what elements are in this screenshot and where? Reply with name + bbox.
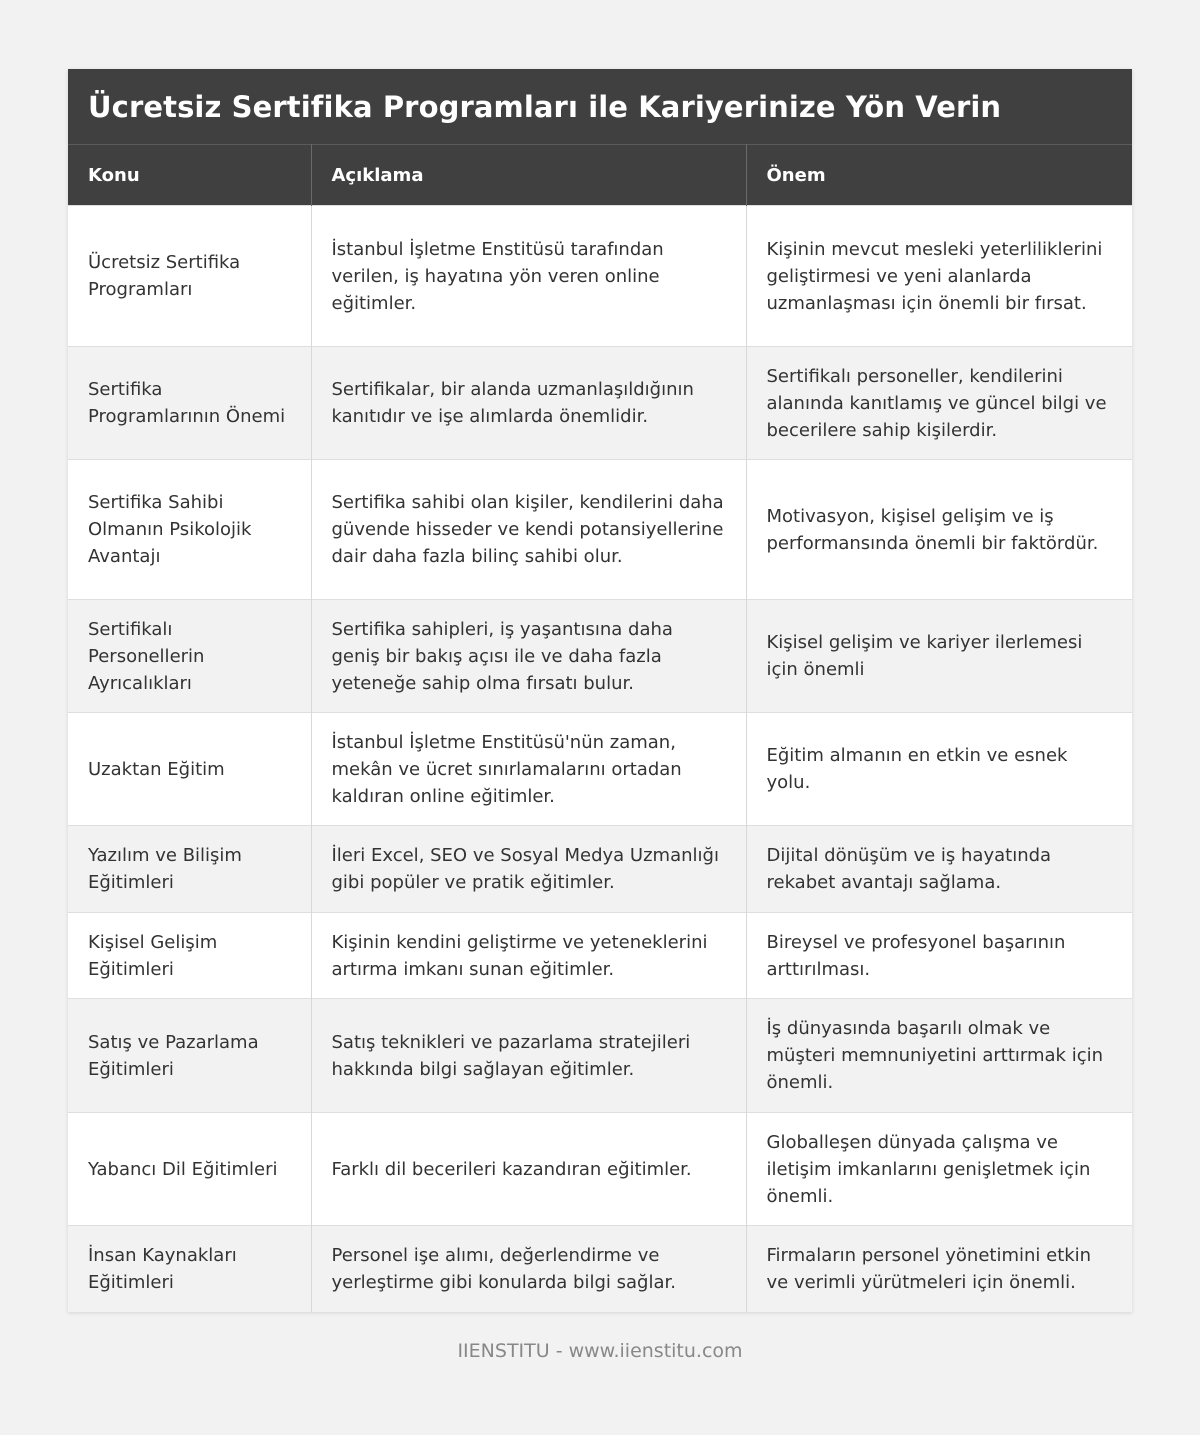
table-body: [68, 206, 1132, 1312]
cell-aciklama: İstanbul İşletme Enstitüsü tarafından verilen, iş hayatına yön veren online eğitimler.: [311, 206, 746, 347]
cell-onem: Globalleşen dünyada çalışma ve iletişim imkanlarını genişletmek için önemli.: [746, 1113, 1132, 1226]
table-row: [68, 206, 1132, 347]
cell-aciklama: Sertifika sahipleri, iş yaşantısına daha geniş bir bakış açısı ile ve daha fazla yeteneğe sahip olma fırsatı bulur.: [311, 600, 746, 713]
cell-onem: Sertifikalı personeller, kendilerini alanında kanıtlamış ve güncel bilgi ve becerilere sahip kişilerdir.: [746, 347, 1132, 460]
cell-konu: Ücretsiz Sertifika Programları: [68, 206, 311, 347]
cell-onem: Eğitim almanın en etkin ve esnek yolu.: [746, 713, 1132, 826]
cell-onem: İş dünyasında başarılı olmak ve müşteri memnuniyetini arttırmak için önemli.: [746, 999, 1132, 1113]
cell-onem: Dijital dönüşüm ve iş hayatında rekabet avantajı sağlama.: [746, 826, 1132, 913]
cell-konu: Kişisel Gelişim Eğitimleri: [68, 913, 311, 999]
cell-onem: Motivasyon, kişisel gelişim ve iş performansında önemli bir faktördür.: [746, 460, 1132, 600]
cell-aciklama: Kişinin kendini geliştirme ve yeteneklerini artırma imkanı sunan eğitimler.: [311, 913, 746, 999]
cell-aciklama: Sertifika sahibi olan kişiler, kendilerini daha güvende hisseder ve kendi potansiyellerine dair daha fazla bilinç sahibi olur.: [311, 460, 746, 600]
cell-aciklama: Satış teknikleri ve pazarlama stratejileri hakkında bilgi sağlayan eğitimler.: [311, 999, 746, 1113]
cell-aciklama: İleri Excel, SEO ve Sosyal Medya Uzmanlığı gibi popüler ve pratik eğitimler.: [311, 826, 746, 913]
table-row: [68, 347, 1132, 460]
table-row: [68, 1226, 1132, 1312]
table-header: [68, 145, 1132, 206]
table-row: [68, 826, 1132, 913]
cell-konu: Yabancı Dil Eğitimleri: [68, 1113, 311, 1226]
table-row: [68, 600, 1132, 713]
table-row: [68, 713, 1132, 826]
column-header-konu: Konu: [68, 145, 311, 206]
column-header-onem: Önem: [746, 145, 1132, 206]
cell-onem: Kişisel gelişim ve kariyer ilerlemesi için önemli: [746, 600, 1132, 713]
table-row: [68, 999, 1132, 1113]
title-bar: [68, 69, 1132, 144]
table-row: [68, 913, 1132, 999]
cell-onem: Bireysel ve profesyonel başarının arttırılması.: [746, 913, 1132, 999]
cell-konu: Sertifika Sahibi Olmanın Psikolojik Avantajı: [68, 460, 311, 600]
footer-credit: IIENSTITU - www.iienstitu.com: [457, 1340, 743, 1362]
cell-konu: İnsan Kaynakları Eğitimleri: [68, 1226, 311, 1312]
cell-konu: Yazılım ve Bilişim Eğitimleri: [68, 826, 311, 913]
page-title: Ücretsiz Sertifika Programları ile Kariyerinize Yön Verin: [88, 89, 1002, 124]
cell-onem: Firmaların personel yönetimini etkin ve verimli yürütmeleri için önemli.: [746, 1226, 1132, 1312]
cell-konu: Uzaktan Eğitim: [68, 713, 311, 826]
cell-aciklama: Farklı dil becerileri kazandıran eğitimler.: [311, 1113, 746, 1226]
table-row: [68, 1113, 1132, 1226]
cell-onem: Kişinin mevcut mesleki yeterliliklerini geliştirmesi ve yeni alanlarda uzmanlaşması için önemli bir fırsat.: [746, 206, 1132, 347]
cell-aciklama: Personel işe alımı, değerlendirme ve yerleştirme gibi konularda bilgi sağlar.: [311, 1226, 746, 1312]
data-table: [68, 144, 1132, 1312]
column-header-aciklama: Açıklama: [311, 145, 746, 206]
table-card: [68, 69, 1132, 1312]
header-row: [68, 145, 1132, 206]
cell-konu: Sertifika Programlarının Önemi: [68, 347, 311, 460]
cell-aciklama: İstanbul İşletme Enstitüsü'nün zaman, mekân ve ücret sınırlamalarını ortadan kaldıran online eğitimler.: [311, 713, 746, 826]
cell-konu: Satış ve Pazarlama Eğitimleri: [68, 999, 311, 1113]
cell-aciklama: Sertifikalar, bir alanda uzmanlaşıldığının kanıtıdır ve işe alımlarda önemlidir.: [311, 347, 746, 460]
cell-konu: Sertifikalı Personellerin Ayrıcalıkları: [68, 600, 311, 713]
table-row: [68, 460, 1132, 600]
